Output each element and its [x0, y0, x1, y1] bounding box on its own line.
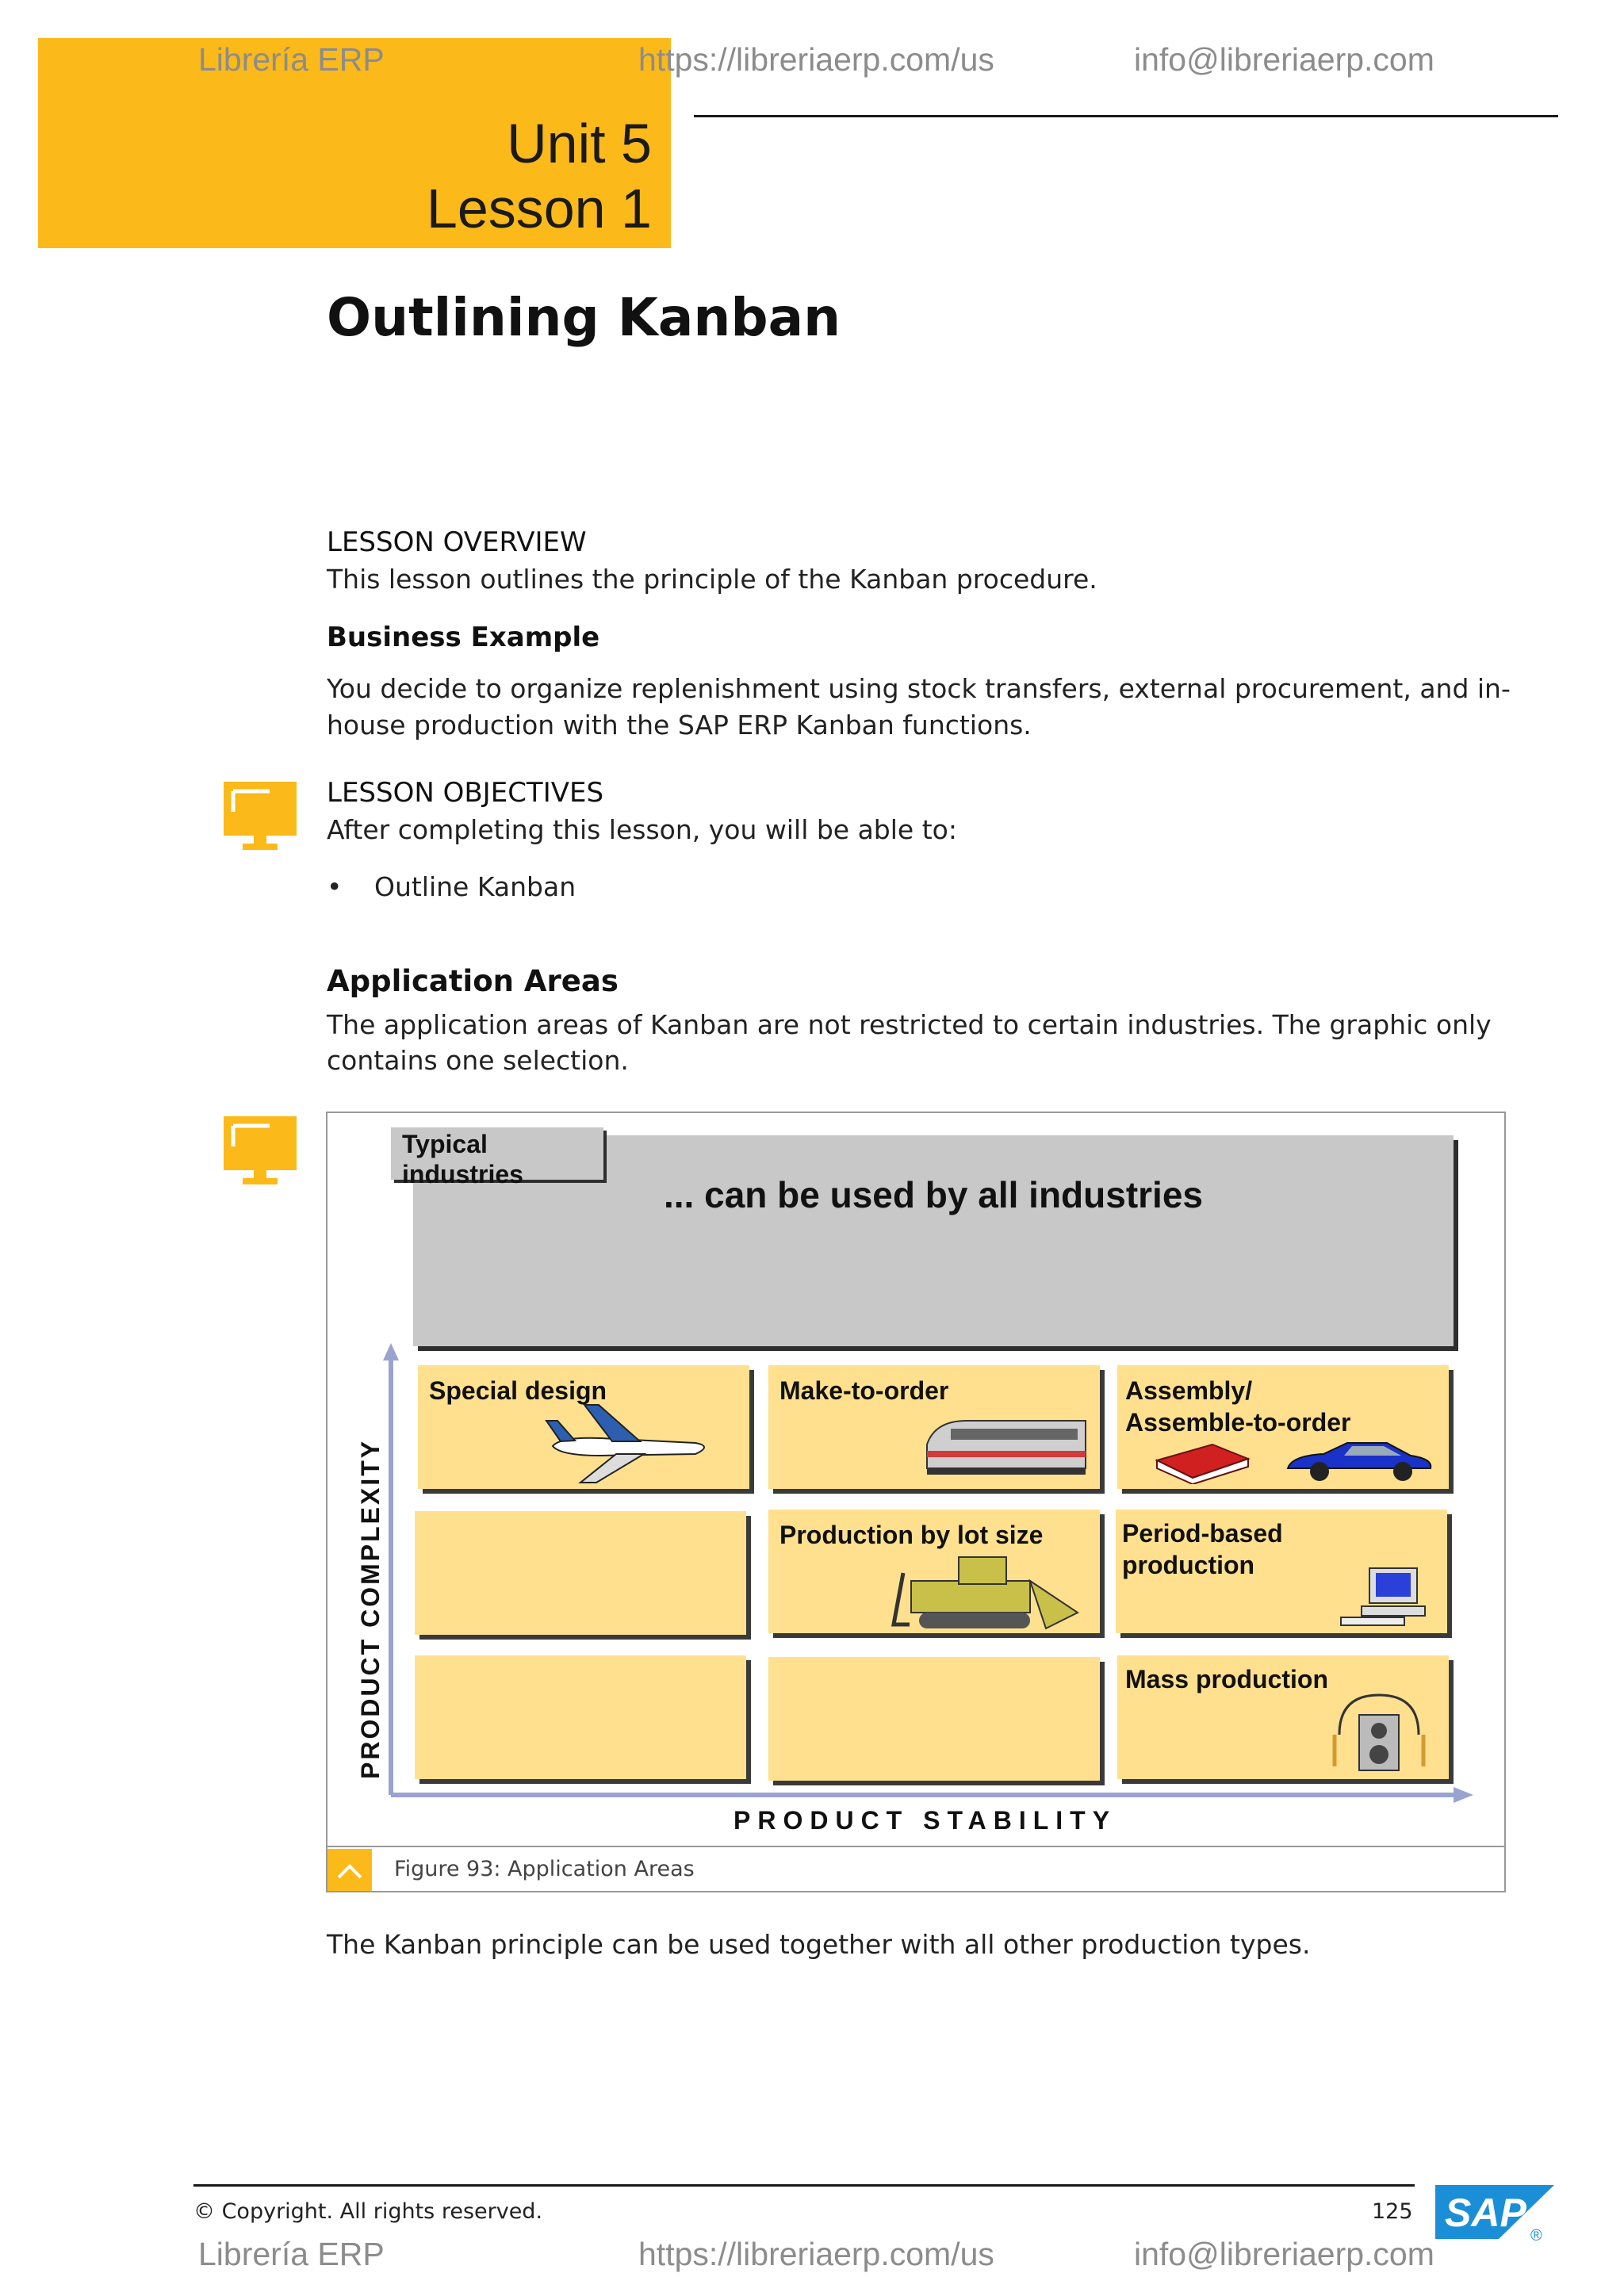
watermark-url-bottom[interactable]: https://libreriaerp.com/us [638, 2236, 994, 2272]
lesson-number: Lesson 1 [426, 178, 652, 239]
objective-item [327, 869, 576, 905]
computer-icon [1338, 1565, 1433, 1628]
figure-caption-bar [327, 1846, 1504, 1892]
cell-assembly [1117, 1365, 1449, 1489]
book-icon [1149, 1437, 1252, 1484]
cell-label [1125, 1375, 1351, 1438]
watermark-url-top[interactable]: https://libreriaerp.com/us [638, 41, 994, 78]
speaker-icon [1323, 1687, 1434, 1774]
y-axis-label: PRODUCT COMPLEXITY [356, 1438, 385, 1779]
overview-heading: LESSON OVERVIEW [327, 526, 587, 558]
tag-line2: industries [402, 1160, 523, 1188]
sap-logo-text: SAP [1445, 2191, 1526, 2235]
figure-caption: Figure 93: Application Areas [394, 1857, 695, 1881]
business-example-heading: Business Example [327, 622, 600, 653]
monitor-icon [222, 780, 298, 851]
application-areas-heading: Application Areas [327, 964, 619, 998]
assembly-line2: Assemble-to-order [1125, 1408, 1351, 1437]
cell-empty [768, 1657, 1100, 1781]
airplane-icon [537, 1397, 719, 1484]
application-areas-line2: contains one selection. [327, 1045, 629, 1076]
figure-application-areas [326, 1112, 1506, 1892]
cell-label [1122, 1517, 1283, 1581]
cell-empty [415, 1655, 746, 1779]
collapse-icon[interactable] [327, 1849, 372, 1891]
cell-special-design [418, 1365, 749, 1489]
assembly-line1: Assembly/ [1125, 1376, 1253, 1405]
cell-make-to-order [768, 1365, 1100, 1489]
application-areas-line1: The application areas of Kanban are not restricted to certain industries. The graphic only [327, 1009, 1492, 1040]
tag-line1: Typical [402, 1130, 488, 1158]
bulldozer-icon [887, 1549, 1086, 1632]
typical-industries-tag [391, 1127, 603, 1188]
cell-production-by-lot-size [768, 1510, 1100, 1633]
period-line1: Period-based [1122, 1519, 1283, 1548]
bullet: • [327, 871, 343, 902]
monitor-icon [222, 1115, 298, 1186]
unit-lesson-heading [427, 111, 652, 241]
header-divider [694, 115, 1558, 117]
train-icon [919, 1413, 1094, 1484]
cell-empty [415, 1511, 746, 1635]
watermark-brand-top: Librería ERP [198, 41, 385, 78]
closing-text: The Kanban principle can be used together with all other production types. [327, 1929, 1311, 1960]
banner-text: ... can be used by all industries [664, 1174, 1203, 1215]
cell-label: Production by lot size [779, 1521, 1044, 1549]
overview-text: This lesson outlines the principle of the Kanban procedure. [327, 564, 1097, 595]
watermark-email-bottom[interactable]: info@libreriaerp.com [1134, 2236, 1434, 2272]
unit-number: Unit 5 [507, 113, 652, 174]
cell-period-based [1116, 1510, 1447, 1633]
business-example-line1: You decide to organize replenishment using stock transfers, external procurement, and in- [327, 673, 1511, 704]
business-example-line2: house production with the SAP ERP Kanban functions. [327, 710, 1032, 740]
cell-mass-production [1117, 1655, 1449, 1779]
copyright: © Copyright. All rights reserved. [193, 2199, 543, 2224]
footer-divider [193, 2184, 1415, 2187]
watermark-email-top[interactable]: info@libreriaerp.com [1134, 41, 1434, 78]
svg-text:®: ® [1530, 2227, 1542, 2242]
period-line2: production [1122, 1551, 1255, 1579]
cell-label: Mass production [1125, 1665, 1329, 1693]
page-title: Outlining Kanban [327, 287, 841, 348]
watermark-brand-bottom: Librería ERP [198, 2236, 385, 2272]
sap-logo [1435, 2182, 1562, 2242]
cell-label: Special design [429, 1376, 607, 1405]
objective-item-text: Outline Kanban [373, 871, 576, 902]
page-number: 125 [1372, 2199, 1413, 2224]
car-icon [1284, 1437, 1434, 1484]
objectives-intro: After completing this lesson, you will be able to: [327, 814, 957, 845]
cell-label: Make-to-order [779, 1376, 949, 1405]
x-axis-label: PRODUCT STABILITY [733, 1806, 1117, 1835]
objectives-heading: LESSON OBJECTIVES [327, 777, 604, 809]
